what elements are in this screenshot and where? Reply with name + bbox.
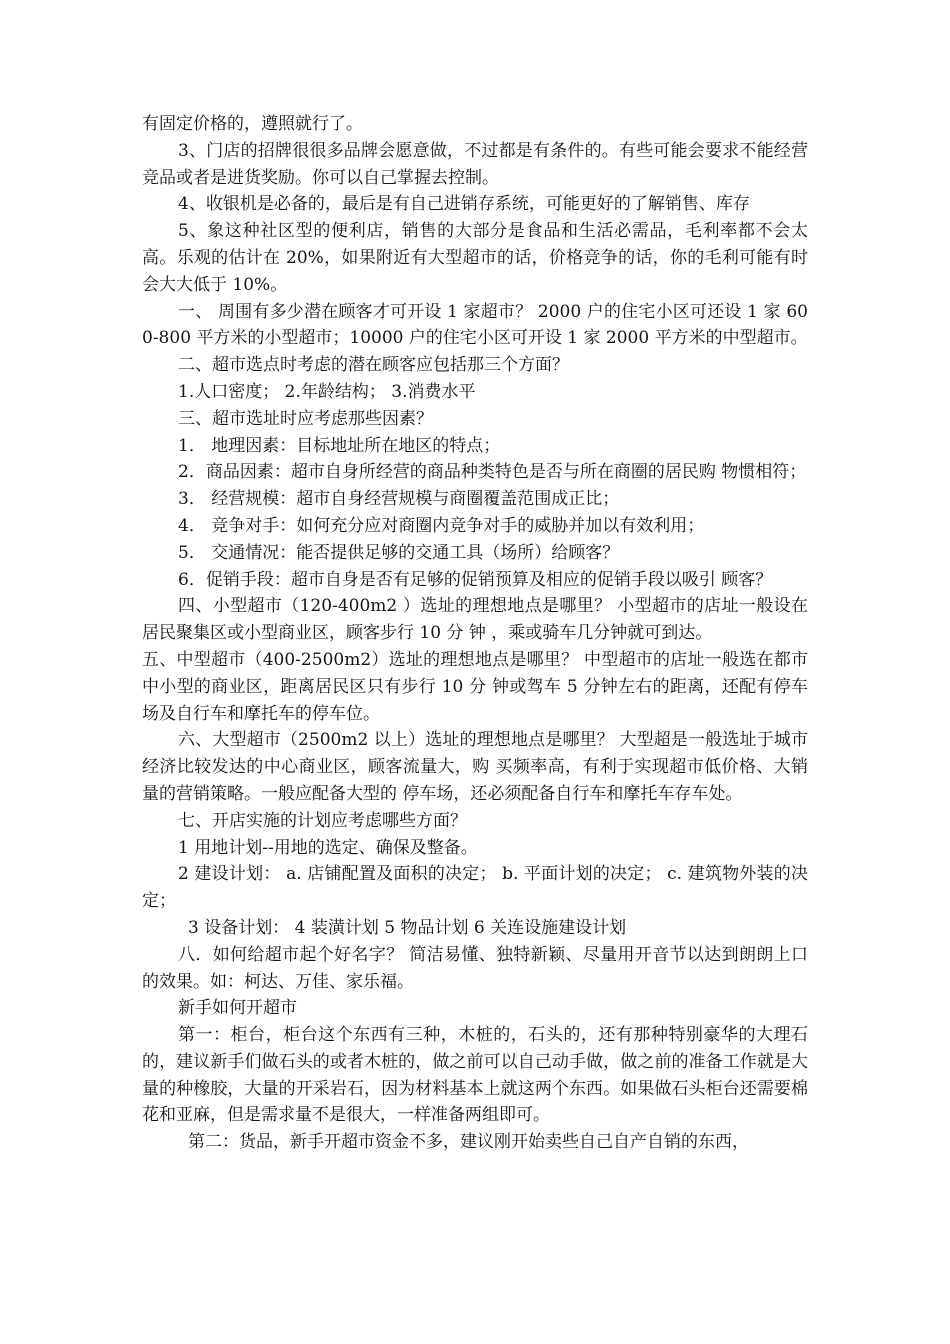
paragraph: 七、开店实施的计划应考虑哪些方面？ (178, 810, 467, 831)
paragraph: 2 建设计划： a. 店铺配置及面积的决定； b. 平面计划的决定； c. 建筑物外装的决定； (142, 864, 808, 912)
paragraph: 6．促销手段：超市自身是否有足够的促销预算及相应的促销手段以吸引 顾客？ (178, 569, 773, 590)
paragraph: 三、超市选址时应考虑那些因素？ (178, 408, 433, 429)
paragraph: 3 设备计划： 4 装潢计划 5 物品计划 6 关连设施建设计划 (188, 917, 627, 938)
paragraph: 5． 交通情况：能否提供足够的交通工具（场所）给顾客？ (178, 542, 620, 563)
paragraph: 六、大型超市（2500m2 以上）选址的理想地点是哪里？ 大型超是一般选址于城市经济比较发达的中心商业区，顾客流量大，购 买频率高，有利于实现超市低价格、大销量的营销策略。一般应配备大型的 停车场，还必须配备自行车和摩托车存车处。 (142, 730, 808, 804)
paragraph: 二、超市选点时考虑的潜在顾客应包括那三个方面？ (178, 355, 569, 376)
body-text (142, 111, 808, 1156)
paragraph: 第一：柜台，柜台这个东西有三种，木桩的，石头的，还有那种特别豪华的大理石的，建议新手们做石头的或者木桩的，做之前可以自己动手做，做之前的准备工作就是大量的种橡胶，大量的开采岩石，因为材料基本上就这两个东西。如果做石头柜台还需要棉花和亚麻，但是需求量不是很大，一样准备两组即可。 (142, 1025, 808, 1126)
paragraph: 1.人口密度； 2.年龄结构； 3.消费水平 (178, 381, 476, 402)
paragraph: 第二：货品，新手开超市资金不多，建议刚开始卖些自己自产自销的东西， (188, 1132, 749, 1153)
paragraph: 1． 地理因素：目标地址所在地区的特点； (178, 435, 501, 456)
paragraph: 4、收银机是必备的，最后是有自己进销存系统，可能更好的了解销售、库存 (178, 194, 750, 215)
paragraph: 有固定价格的，遵照就行了。 (142, 114, 363, 134)
paragraph: 1 用地计划--用地的选定、确保及整备。 (178, 837, 478, 858)
section-heading: 新手如何开超市 (178, 998, 297, 1019)
paragraph: 4． 竞争对手：如何充分应对商圈内竞争对手的威胁并加以有效利用； (178, 515, 705, 536)
paragraph: 5、象这种社区型的便利店，销售的大部分是食品和生活必需品，毛利率都不会太高。乐观的估计在 20%，如果附近有大型超市的话，价格竞争的话，你的毛利可能有时会大大低于 10%。 (142, 221, 808, 295)
paragraph: 四、小型超市（120-400m2 ）选址的理想地点是哪里？ 小型超市的店址一般设在居民聚集区或小型商业区，顾客步行 10 分 钟 ，乘或骑车几分钟就可到达。 (142, 596, 808, 644)
paragraph: 一、 周围有多少潜在顾客才可开设 1 家超市？ 2000 户的住宅小区可还设 1 家 600-800 平方米的小型超市；10000 户的住宅小区可开设 1 家 2000 平方米的中型超市。 (142, 301, 808, 349)
paragraph: 3、门店的招牌很很多品牌会愿意做，不过都是有条件的。有些可能会要求不能经营竞品或者是进货奖励。你可以自己掌握去控制。 (142, 140, 808, 188)
paragraph: 2．商品因素：超市自身所经营的商品种类特色是否与所在商圈的居民购 物惯相符； (178, 462, 807, 483)
paragraph: 3． 经营规模：超市自身经营规模与商圈覆盖范围成正比； (178, 489, 620, 510)
paragraph: 八．如何给超市起个好名字？ 简洁易懂、独特新颖、尽量用开音节以达到朗朗上口的效果。如：柯达、万佳、家乐福。 (142, 944, 808, 992)
paragraph: 五、中型超市（400-2500m2）选址的理想地点是哪里？ 中型超市的店址一般选在都市中小型的商业区，距离居民区只有步行 10 分 钟或驾车 5 分钟左右的距离，还配有停车场及自行车和摩托车的停车位。 (142, 649, 808, 724)
